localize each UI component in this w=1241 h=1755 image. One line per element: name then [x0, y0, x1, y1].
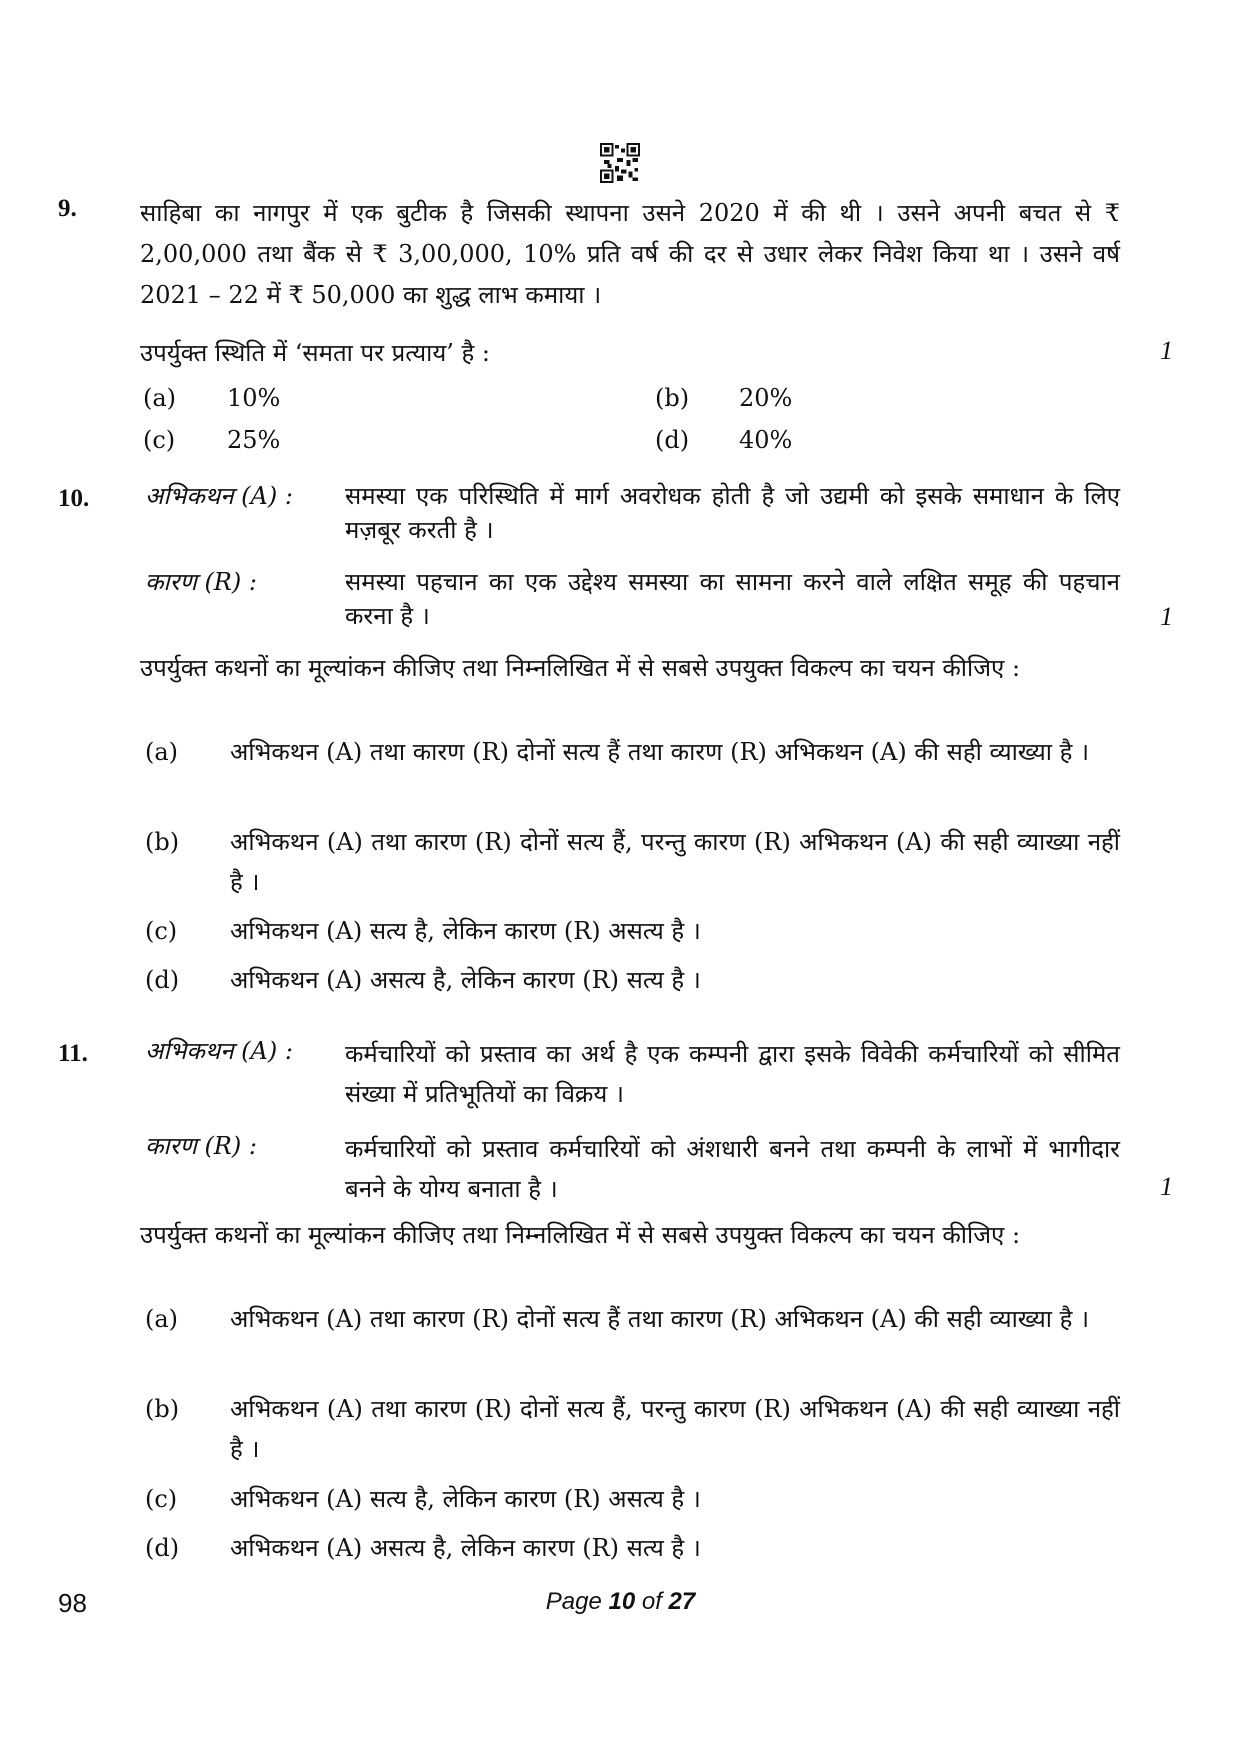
- option-value: अभिकथन (A) तथा कारण (R) दोनों सत्य हैं, परन्तु कारण (R) अभिकथन (A) की सही व्याख्या नहीं है ।: [230, 828, 1120, 896]
- question-number: 10.: [58, 485, 90, 512]
- marks: 1: [1160, 1172, 1173, 1201]
- reason-label: कारण (R) :: [145, 1132, 257, 1160]
- option-value: अभिकथन (A) असत्य है, लेकिन कारण (R) सत्य है ।: [230, 1534, 701, 1562]
- option-value: अभिकथन (A) तथा कारण (R) दोनों सत्य हैं, परन्तु कारण (R) अभिकथन (A) की सही व्याख्या नहीं है ।: [230, 1395, 1120, 1463]
- question-prompt: उपर्युक्त स्थिति में ‘समता पर प्रत्याय’ है :: [140, 339, 490, 367]
- option-label: (d): [145, 966, 180, 994]
- reason-text: कर्मचारियों को प्रस्ताव कर्मचारियों को अंशधारी बनने तथा कम्पनी के लाभों में भागीदार बनने के योग्य बनाता है ।: [345, 1135, 1120, 1203]
- question-number: 9.: [58, 195, 77, 222]
- paper-code: 98: [58, 1588, 87, 1618]
- marks: 1: [1160, 336, 1173, 365]
- option-value: अभिकथन (A) सत्य है, लेकिन कारण (R) असत्य है ।: [230, 917, 701, 945]
- option-label: (a): [145, 738, 179, 766]
- assertion-text: कर्मचारियों को प्रस्ताव का अर्थ है एक कम्पनी द्वारा इसके विवेकी कर्मचारियों को सीमित संख्या में प्रतिभूतियों का विक्रय ।: [345, 1040, 1120, 1108]
- qr-code-icon: [600, 143, 640, 183]
- option-value: अभिकथन (A) तथा कारण (R) दोनों सत्य हैं तथा कारण (R) अभिकथन (A) की सही व्याख्या है ।: [230, 1305, 1090, 1333]
- option-label: (d): [655, 426, 690, 454]
- option-label: (c): [145, 917, 178, 945]
- assertion-text: समस्या एक परिस्थिति में मार्ग अवरोधक होती है जो उद्यमी को इसके समाधान के लिए मज़बूर करती है ।: [345, 482, 1120, 544]
- option-label: (a): [143, 384, 177, 412]
- page-of: of: [641, 1588, 662, 1615]
- option-label: (b): [145, 828, 180, 856]
- option-value: 20%: [739, 384, 793, 412]
- question-text: साहिबा का नागपुर में एक बुटीक है जिसकी स्थापना उसने 2020 में की थी । उसने अपनी बचत से ₹ 2,00,000 तथा बैंक से ₹ 3,00,000, 10% प्रति वर्ष की दर से उधार लेकर निवेश किया था । उसने वर्ष 2021 – 22 में ₹ 50,000 का शुद्ध लाभ कमाया ।: [140, 199, 1120, 309]
- page-number: [0, 1588, 1241, 1616]
- question-prompt: उपर्युक्त कथनों का मूल्यांकन कीजिए तथा निम्नलिखित में से सबसे उपयुक्त विकल्प का चयन कीजिए :: [140, 654, 1021, 682]
- page-prefix: Page: [545, 1588, 602, 1615]
- option-label: (c): [143, 426, 176, 454]
- assertion-label: अभिकथन (A) :: [145, 1037, 293, 1065]
- option-label: (a): [145, 1305, 179, 1333]
- question-prompt: उपर्युक्त कथनों का मूल्यांकन कीजिए तथा निम्नलिखित में से सबसे उपयुक्त विकल्प का चयन कीजिए :: [140, 1221, 1021, 1249]
- option-value: 10%: [227, 384, 281, 412]
- option-label: (b): [655, 384, 690, 412]
- option-value: 40%: [739, 426, 793, 454]
- reason-label: कारण (R) :: [145, 568, 257, 596]
- option-label: (b): [145, 1395, 180, 1423]
- option-label: (d): [145, 1534, 180, 1562]
- page-total: 27: [668, 1588, 696, 1615]
- option-value: अभिकथन (A) सत्य है, लेकिन कारण (R) असत्य है ।: [230, 1485, 701, 1513]
- page-current: 10: [608, 1588, 636, 1615]
- marks: 1: [1160, 602, 1173, 631]
- question-number: 11.: [58, 1040, 88, 1067]
- option-value: 25%: [227, 426, 281, 454]
- option-value: अभिकथन (A) तथा कारण (R) दोनों सत्य हैं तथा कारण (R) अभिकथन (A) की सही व्याख्या है ।: [230, 738, 1090, 766]
- option-value: अभिकथन (A) असत्य है, लेकिन कारण (R) सत्य है ।: [230, 966, 701, 994]
- assertion-label: अभिकथन (A) :: [145, 482, 293, 510]
- option-label: (c): [145, 1485, 178, 1513]
- reason-text: समस्या पहचान का एक उद्देश्य समस्या का सामना करने वाले लक्षित समूह की पहचान करना है ।: [345, 568, 1120, 630]
